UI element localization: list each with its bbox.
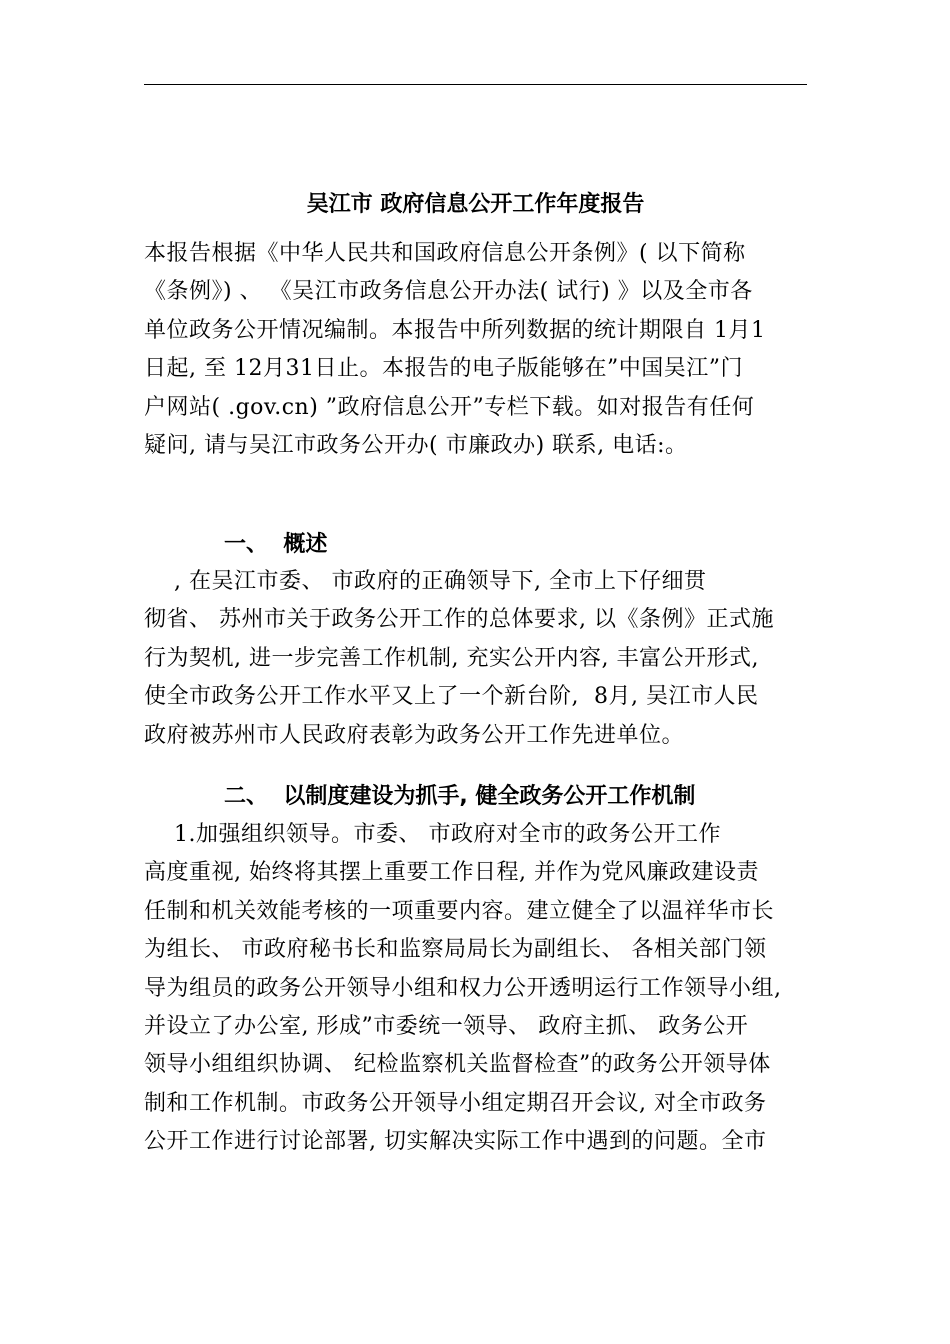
mechanism-line: 领导小组组织协调、 纪检监察机关监督检查”的政务公开领导体 xyxy=(144,1052,771,1078)
overview-line: 彻省、 苏州市关于政务公开工作的总体要求, 以《条例》正式施 xyxy=(144,607,774,633)
overview-line: 行为契机, 进一步完善工作机制, 充实公开内容, 丰富公开形式, xyxy=(144,645,759,671)
header-rule xyxy=(144,84,807,85)
intro-line: 户网站( .gov.cn) ”政府信息公开”专栏下载。如对报告有任何 xyxy=(144,394,755,420)
overview-line: 使全市政务公开工作水平又上了一个新台阶, 8月, 吴江市人民 xyxy=(144,684,759,710)
intro-line: 本报告根据《中华人民共和国政府信息公开条例》( 以下简称 xyxy=(144,241,746,266)
mechanism-line: 高度重视, 始终将其摆上重要工作日程, 并作为党风廉政建设责 xyxy=(144,860,759,886)
intro-line: 单位政务公开情况编制。本报告中所列数据的统计期限自 1月1 xyxy=(144,317,766,343)
document-title: 吴江市 政府信息公开工作年度报告 xyxy=(306,192,645,217)
section-heading-overview: 一、 概述 xyxy=(224,532,328,557)
mechanism-line: 制和工作机制。市政务公开领导小组定期召开会议, 对全市政务 xyxy=(144,1090,767,1116)
intro-paragraph xyxy=(144,235,824,465)
mechanism-line: 导为组员的政务公开领导小组和权力公开透明运行工作领导小组, xyxy=(144,975,782,1001)
intro-line: 《条例》) 、 《吴江市政务信息公开办法( 试行) 》以及全市各 xyxy=(144,279,753,305)
mechanism-paragraph xyxy=(144,816,824,1162)
intro-line: 日起, 至 12月31日止。本报告的电子版能够在”中国吴江”门 xyxy=(144,356,743,382)
mechanism-line: 为组长、 市政府秘书长和监察局局长为副组长、 各相关部门领 xyxy=(144,937,767,963)
overview-paragraph xyxy=(144,563,824,755)
overview-line: , 在吴江市委、 市政府的正确领导下, 全市上下仔细贯 xyxy=(144,569,707,594)
mechanism-line: 公开工作进行讨论部署, 切实解决实际工作中遇到的问题。全市 xyxy=(144,1129,767,1155)
section-heading-mechanism: 二、 以制度建设为抓手, 健全政务公开工作机制 xyxy=(224,784,696,809)
mechanism-line: 任制和机关效能考核的一项重要内容。建立健全了以温祥华市长 xyxy=(144,898,775,924)
mechanism-line: 并设立了办公室, 形成”市委统一领导、 政府主抓、 政务公开 xyxy=(144,1013,749,1039)
mechanism-line: 1.加强组织领导。市委、 市政府对全市的政务公开工作 xyxy=(144,822,721,847)
overview-line: 政府被苏州市人民政府表彰为政务公开工作先进单位。 xyxy=(144,722,685,748)
intro-line: 疑问, 请与吴江市政务公开办( 市廉政办) 联系, 电话:。 xyxy=(144,432,688,458)
